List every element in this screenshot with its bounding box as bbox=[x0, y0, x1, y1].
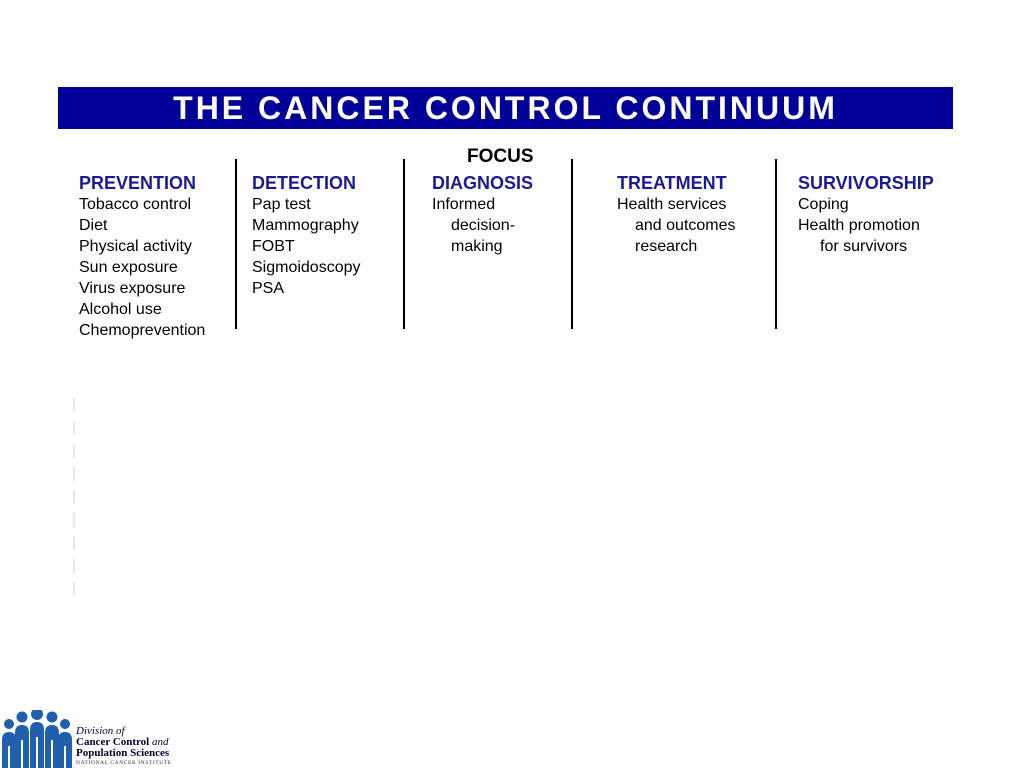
logo-cancer-control-text: Cancer Control bbox=[76, 736, 152, 748]
column-heading: DETECTION bbox=[252, 173, 357, 193]
title-bar bbox=[58, 87, 953, 129]
column-prevention bbox=[79, 172, 205, 341]
list-item: Coping bbox=[798, 196, 849, 213]
column-item-list bbox=[798, 194, 934, 257]
list-item: Mammography bbox=[252, 217, 359, 234]
list-item: FOBT bbox=[252, 238, 295, 255]
column-divider bbox=[403, 159, 405, 329]
list-item: research bbox=[635, 238, 698, 255]
list-item: Virus exposure bbox=[79, 280, 186, 297]
list-item: decision- bbox=[451, 217, 516, 234]
column-heading: SURVIVORSHIP bbox=[798, 173, 934, 193]
column-detection bbox=[252, 172, 361, 299]
list-item: Health promotion bbox=[798, 217, 920, 234]
list-item: and outcomes bbox=[635, 217, 736, 234]
faint-mark bbox=[73, 536, 75, 550]
logo-division-line: Division of bbox=[76, 725, 125, 737]
faint-mark bbox=[73, 421, 75, 435]
logo-text bbox=[76, 726, 172, 768]
list-item: Physical activity bbox=[79, 238, 192, 255]
people-group-icon bbox=[0, 710, 74, 768]
faint-mark bbox=[73, 467, 75, 481]
column-diagnosis bbox=[432, 172, 533, 257]
faint-bullet-marks bbox=[73, 398, 79, 605]
faint-mark bbox=[73, 582, 75, 596]
dccps-logo bbox=[0, 708, 230, 768]
list-item: Sigmoidoscopy bbox=[252, 259, 361, 276]
page-title: THE CANCER CONTROL CONTINUUM bbox=[173, 90, 838, 126]
faint-mark bbox=[73, 513, 75, 527]
list-item: Diet bbox=[79, 217, 108, 234]
column-divider bbox=[571, 159, 573, 329]
faint-mark bbox=[73, 398, 75, 412]
list-item: for survivors bbox=[820, 238, 908, 255]
list-item: Health services bbox=[617, 196, 727, 213]
column-divider bbox=[775, 159, 777, 329]
column-heading: TREATMENT bbox=[617, 173, 727, 193]
focus-label: FOCUS bbox=[467, 146, 534, 167]
faint-mark bbox=[73, 444, 75, 458]
list-item: Sun exposure bbox=[79, 259, 178, 276]
column-item-list bbox=[432, 194, 533, 257]
faint-mark bbox=[73, 490, 75, 504]
logo-population-sciences-line: Population Sciences bbox=[76, 747, 170, 759]
column-heading: PREVENTION bbox=[79, 173, 197, 193]
logo-nci-line: NATIONAL CANCER INSTITUTE bbox=[76, 760, 172, 766]
faint-mark bbox=[73, 559, 75, 573]
list-item: Pap test bbox=[252, 196, 311, 213]
logo-and-text: and bbox=[151, 736, 169, 748]
list-item: Informed bbox=[432, 196, 496, 213]
list-item: Alcohol use bbox=[79, 301, 162, 318]
list-item: Chemoprevention bbox=[79, 322, 206, 339]
column-treatment bbox=[617, 172, 736, 257]
column-item-list bbox=[79, 194, 205, 341]
list-item: Tobacco control bbox=[79, 196, 192, 213]
column-item-list bbox=[252, 194, 361, 299]
column-divider bbox=[235, 159, 237, 329]
column-item-list bbox=[617, 194, 736, 257]
list-item: PSA bbox=[252, 280, 285, 297]
list-item: making bbox=[451, 238, 503, 255]
column-survivorship bbox=[798, 172, 934, 257]
column-heading: DIAGNOSIS bbox=[432, 173, 534, 193]
